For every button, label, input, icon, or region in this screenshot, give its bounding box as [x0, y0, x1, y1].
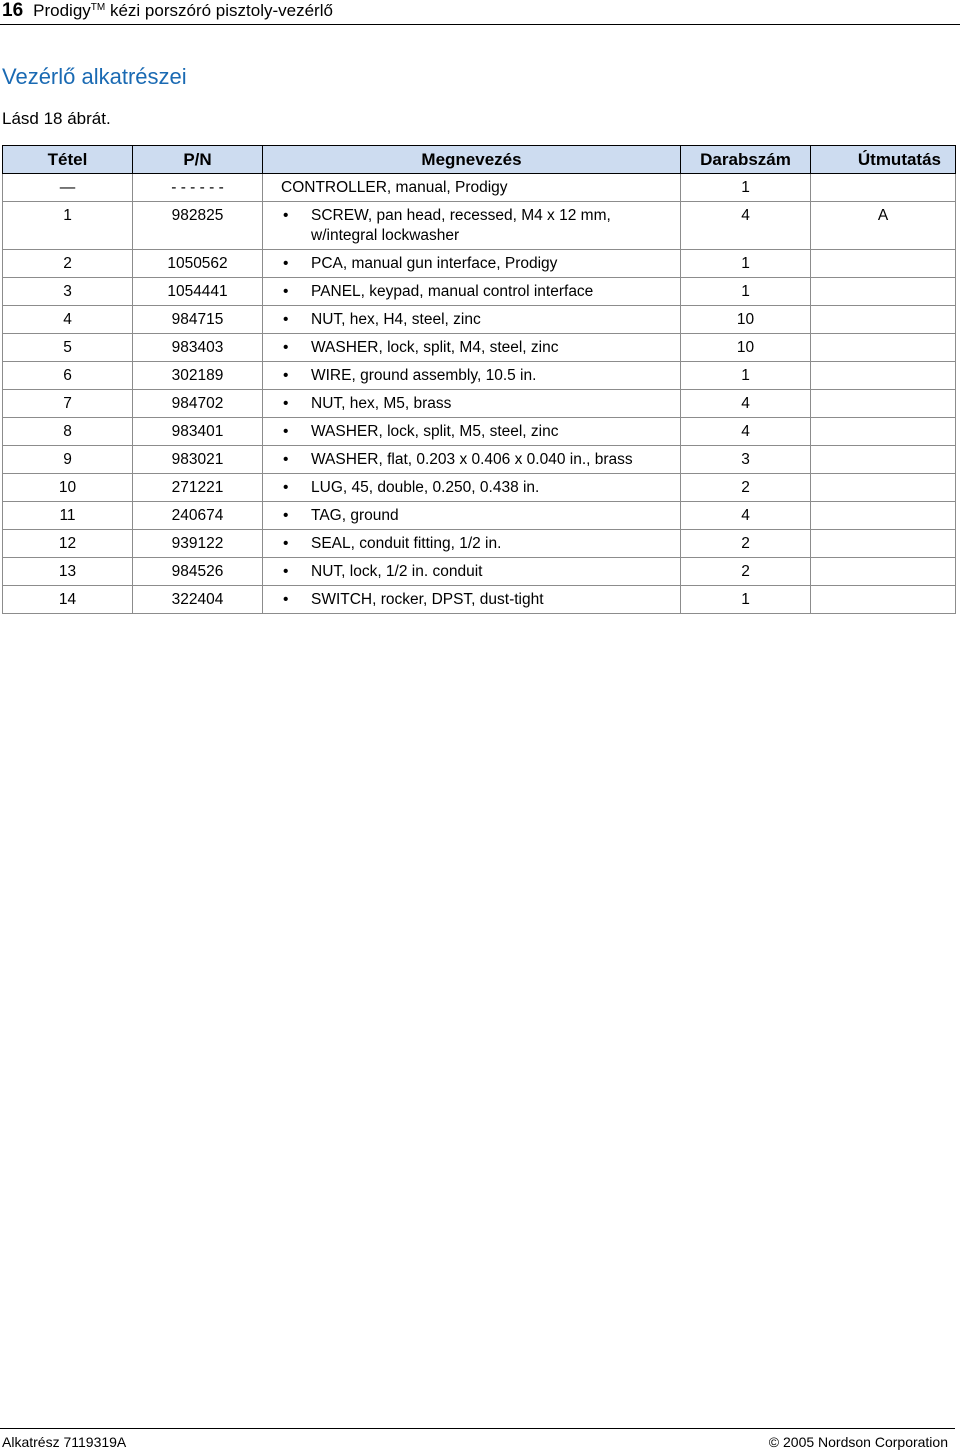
desc-wrap: [281, 394, 676, 414]
cell-desc: [263, 278, 681, 306]
bullet-mark: •: [283, 367, 289, 384]
table-row: [3, 390, 956, 418]
desc-wrap: [281, 590, 676, 610]
footer-rule: [0, 1428, 955, 1429]
cell-item: 4: [3, 306, 133, 334]
cell-pn: 983403: [133, 334, 263, 362]
cell-note: A: [811, 202, 956, 250]
cell-note: [811, 278, 956, 306]
desc-wrap: [281, 562, 676, 582]
desc-wrap: [281, 534, 676, 554]
cell-pn: 983021: [133, 446, 263, 474]
header-qty: Darabszám: [681, 146, 811, 174]
bullet-mark: •: [283, 479, 289, 496]
cell-item: 5: [3, 334, 133, 362]
cell-note: [811, 418, 956, 446]
table-row: [3, 306, 956, 334]
cell-qty: 1: [681, 586, 811, 614]
table-row: [3, 334, 956, 362]
table-row: [3, 174, 956, 202]
cell-pn: 322404: [133, 586, 263, 614]
bullet-mark: •: [283, 395, 289, 412]
cell-pn: 982825: [133, 202, 263, 250]
cell-note: [811, 362, 956, 390]
desc-text: NUT, hex, M5, brass: [311, 395, 452, 412]
header-rule: [0, 24, 960, 25]
cell-pn: - - - - - -: [133, 174, 263, 202]
desc-text: NUT, lock, 1/2 in. conduit: [311, 563, 483, 580]
cell-desc: [263, 174, 681, 202]
cell-item: 14: [3, 586, 133, 614]
desc-text: SWITCH, rocker, DPST, dust-tight: [311, 591, 544, 608]
cell-qty: 2: [681, 558, 811, 586]
cell-item: 13: [3, 558, 133, 586]
table-row: [3, 418, 956, 446]
cell-item: 12: [3, 530, 133, 558]
cell-item: 6: [3, 362, 133, 390]
footer-copyright: © 2005 Nordson Corporation: [768, 1434, 948, 1450]
desc-wrap: [281, 178, 676, 198]
trademark-mark: TM: [90, 2, 106, 13]
cell-item: 8: [3, 418, 133, 446]
desc-wrap: [281, 254, 676, 274]
cell-pn: 939122: [133, 530, 263, 558]
cell-desc: [263, 306, 681, 334]
desc-text: PCA, manual gun interface, Prodigy: [311, 255, 558, 272]
bullet-mark: •: [283, 451, 289, 468]
cell-note: [811, 446, 956, 474]
cell-desc: [263, 474, 681, 502]
cell-pn: 1050562: [133, 250, 263, 278]
cell-qty: 2: [681, 474, 811, 502]
cell-note: [811, 586, 956, 614]
table-row: [3, 586, 956, 614]
cell-qty: 4: [681, 418, 811, 446]
cell-note: [811, 334, 956, 362]
cell-note: [811, 558, 956, 586]
parts-table: [2, 145, 956, 614]
desc-text: LUG, 45, double, 0.250, 0.438 in.: [311, 479, 540, 496]
desc-text: PANEL, keypad, manual control interface: [311, 283, 594, 300]
bullet-mark: •: [283, 535, 289, 552]
desc-text: CONTROLLER, manual, Prodigy: [281, 179, 508, 196]
cell-desc: [263, 558, 681, 586]
cell-note: [811, 174, 956, 202]
bullet-mark: •: [283, 339, 289, 356]
table-row: [3, 558, 956, 586]
table-header-row: [3, 146, 956, 174]
cell-qty: 3: [681, 446, 811, 474]
cell-item: 11: [3, 502, 133, 530]
cell-pn: 1054441: [133, 278, 263, 306]
table-row: [3, 202, 956, 250]
cell-qty: 1: [681, 250, 811, 278]
bullet-mark: •: [283, 591, 289, 608]
table-row: [3, 362, 956, 390]
header-subtitle: kézi porszóró pisztoly-vezérlő: [109, 1, 333, 20]
cell-item: 7: [3, 390, 133, 418]
cell-item: 3: [3, 278, 133, 306]
cell-note: [811, 390, 956, 418]
table-row: [3, 250, 956, 278]
desc-text: SCREW, pan head, recessed, M4 x 12 mm, w/integral lockwasher: [311, 207, 611, 244]
cell-item: 10: [3, 474, 133, 502]
desc-wrap: [281, 338, 676, 358]
cell-qty: 1: [681, 174, 811, 202]
cell-item: 1: [3, 202, 133, 250]
cell-pn: 271221: [133, 474, 263, 502]
header-item: Tétel: [3, 146, 133, 174]
desc-text: NUT, hex, H4, steel, zinc: [311, 311, 481, 328]
cell-qty: 1: [681, 278, 811, 306]
cell-pn: 984702: [133, 390, 263, 418]
intro-text: Lásd 18 ábrát.: [2, 109, 111, 128]
cell-desc: [263, 502, 681, 530]
cell-desc: [263, 250, 681, 278]
cell-qty: 1: [681, 362, 811, 390]
cell-pn: 984715: [133, 306, 263, 334]
header-note: Útmutatás: [811, 146, 956, 174]
desc-wrap: [281, 450, 676, 470]
cell-pn: 984526: [133, 558, 263, 586]
cell-desc: [263, 586, 681, 614]
header-desc: Megnevezés: [263, 146, 681, 174]
cell-item: 2: [3, 250, 133, 278]
footer-part-number: Alkatrész 7119319A: [2, 1434, 127, 1450]
cell-qty: 10: [681, 306, 811, 334]
parts-table-body: [3, 174, 956, 614]
cell-pn: 983401: [133, 418, 263, 446]
cell-pn: 240674: [133, 502, 263, 530]
bullet-mark: •: [283, 507, 289, 524]
table-row: [3, 502, 956, 530]
desc-wrap: [281, 366, 676, 386]
cell-item: 9: [3, 446, 133, 474]
cell-desc: [263, 530, 681, 558]
desc-text: SEAL, conduit fitting, 1/2 in.: [311, 535, 502, 552]
cell-pn: 302189: [133, 362, 263, 390]
cell-note: [811, 306, 956, 334]
page-header: [2, 0, 333, 22]
cell-desc: [263, 202, 681, 250]
desc-wrap: [281, 478, 676, 498]
cell-desc: [263, 418, 681, 446]
header-product: Prodigy: [33, 1, 91, 20]
bullet-mark: •: [283, 255, 289, 272]
cell-qty: 10: [681, 334, 811, 362]
cell-qty: 4: [681, 390, 811, 418]
cell-desc: [263, 446, 681, 474]
cell-note: [811, 474, 956, 502]
section-title: Vezérlő alkatrészei: [2, 64, 187, 89]
desc-wrap: [281, 506, 676, 526]
cell-note: [811, 502, 956, 530]
table-row: [3, 278, 956, 306]
table-row: [3, 530, 956, 558]
cell-note: [811, 250, 956, 278]
cell-qty: 4: [681, 202, 811, 250]
desc-text: TAG, ground: [311, 507, 399, 524]
header-pn: P/N: [133, 146, 263, 174]
desc-wrap: [281, 206, 676, 246]
bullet-mark: •: [283, 311, 289, 328]
desc-text: WASHER, lock, split, M4, steel, zinc: [311, 339, 559, 356]
bullet-mark: •: [283, 283, 289, 300]
table-row: [3, 446, 956, 474]
page-number: 16: [2, 0, 24, 21]
desc-text: WASHER, flat, 0.203 x 0.406 x 0.040 in., brass: [311, 451, 633, 468]
desc-text: WIRE, ground assembly, 10.5 in.: [311, 367, 537, 384]
bullet-mark: •: [283, 207, 289, 224]
cell-note: [811, 530, 956, 558]
cell-qty: 2: [681, 530, 811, 558]
cell-desc: [263, 334, 681, 362]
cell-desc: [263, 390, 681, 418]
cell-desc: [263, 362, 681, 390]
cell-item: —: [3, 174, 133, 202]
desc-wrap: [281, 310, 676, 330]
desc-text: WASHER, lock, split, M5, steel, zinc: [311, 423, 559, 440]
bullet-mark: •: [283, 563, 289, 580]
desc-wrap: [281, 422, 676, 442]
header-title: [33, 1, 333, 21]
bullet-mark: •: [283, 423, 289, 440]
table-row: [3, 474, 956, 502]
desc-wrap: [281, 282, 676, 302]
cell-qty: 4: [681, 502, 811, 530]
